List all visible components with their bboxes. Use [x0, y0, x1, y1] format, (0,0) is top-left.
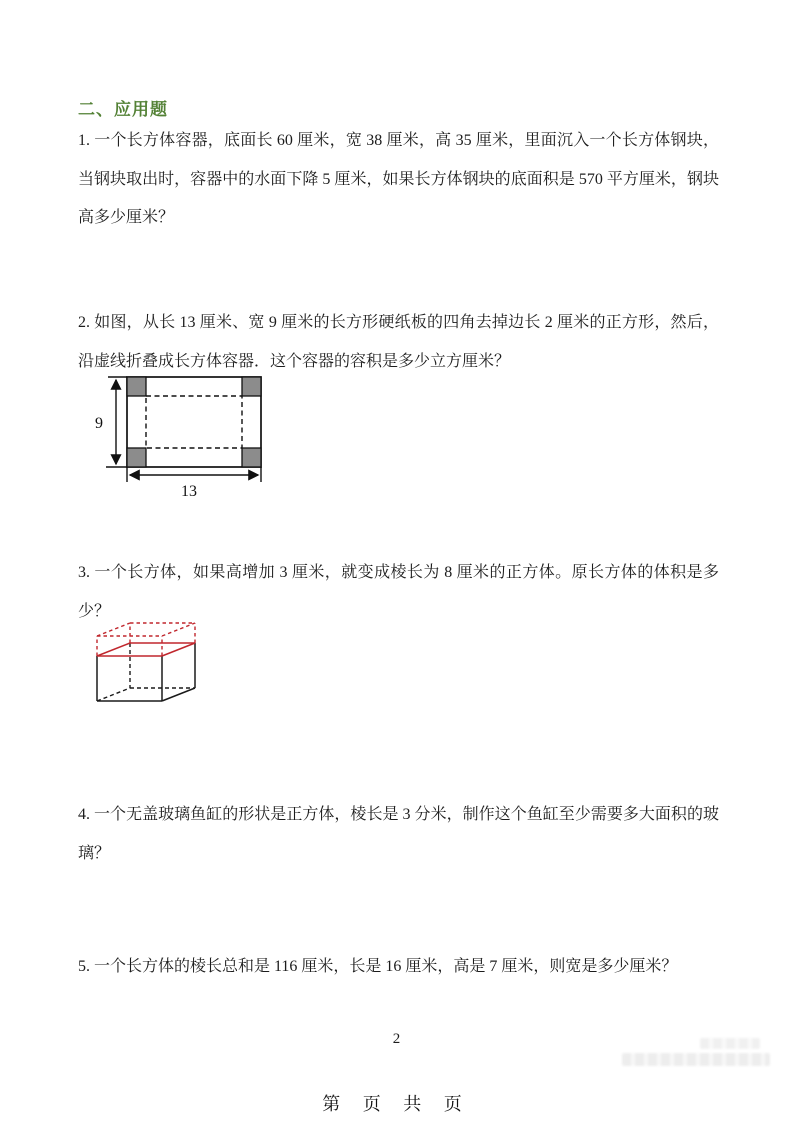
width-dimension — [127, 467, 261, 482]
fold-dashed-rect — [146, 396, 242, 448]
section-heading: 二、应用题 — [78, 100, 168, 119]
cuboid-extension-red-dashed — [97, 623, 195, 656]
corner-square-br — [242, 448, 261, 467]
problem-5-text: 5. 一个长方体的棱长总和是 116 厘米，长是 16 厘米，高是 7 厘米，则宽是多少厘米？ — [78, 958, 678, 975]
cuboid-hidden-edges — [97, 643, 195, 701]
problem-1-text: 1. 一个长方体容器，底面长 60 厘米，宽 38 厘米，高 35 厘米，里面沉入一个长方体钢块，当钢块取出时，容器中的水面下降 5 厘米，如果长方体钢块的底面积是 570 平方厘米，钢块高多少厘米？ — [78, 132, 719, 226]
corner-square-tl — [127, 377, 146, 396]
width-dimension-label: 13 — [181, 483, 197, 500]
watermark-smudge-bottom — [622, 1053, 770, 1066]
cardboard-figure — [94, 370, 279, 502]
problem-3-text: 3. 一个长方体，如果高增加 3 厘米，就变成棱长为 8 厘米的正方体。原长方体的体积是多少？ — [78, 564, 719, 620]
problem-2-text: 2. 如图，从长 13 厘米、宽 9 厘米的长方形硬纸板的四角去掉边长 2 厘米的正方形，然后，沿虚线折叠成长方体容器．这个容器的容积是多少立方厘米？ — [78, 314, 719, 370]
height-dimension — [106, 377, 127, 467]
corner-square-bl — [127, 448, 146, 467]
cuboid-figure — [90, 616, 205, 706]
cuboid-solid-edges — [97, 643, 195, 701]
cuboid-top-face-red — [97, 643, 195, 656]
corner-square-tr — [242, 377, 261, 396]
corner-squares — [127, 377, 261, 467]
cardboard-outline — [127, 377, 261, 467]
page-number: 2 — [392, 1031, 401, 1047]
problem-4-text: 4. 一个无盖玻璃鱼缸的形状是正方体，棱长是 3 分米，制作这个鱼缸至少需要多大面积的玻璃？ — [78, 806, 719, 862]
page-footer: 第 页 共 页 — [322, 1094, 471, 1114]
height-dimension-label: 9 — [95, 415, 103, 432]
